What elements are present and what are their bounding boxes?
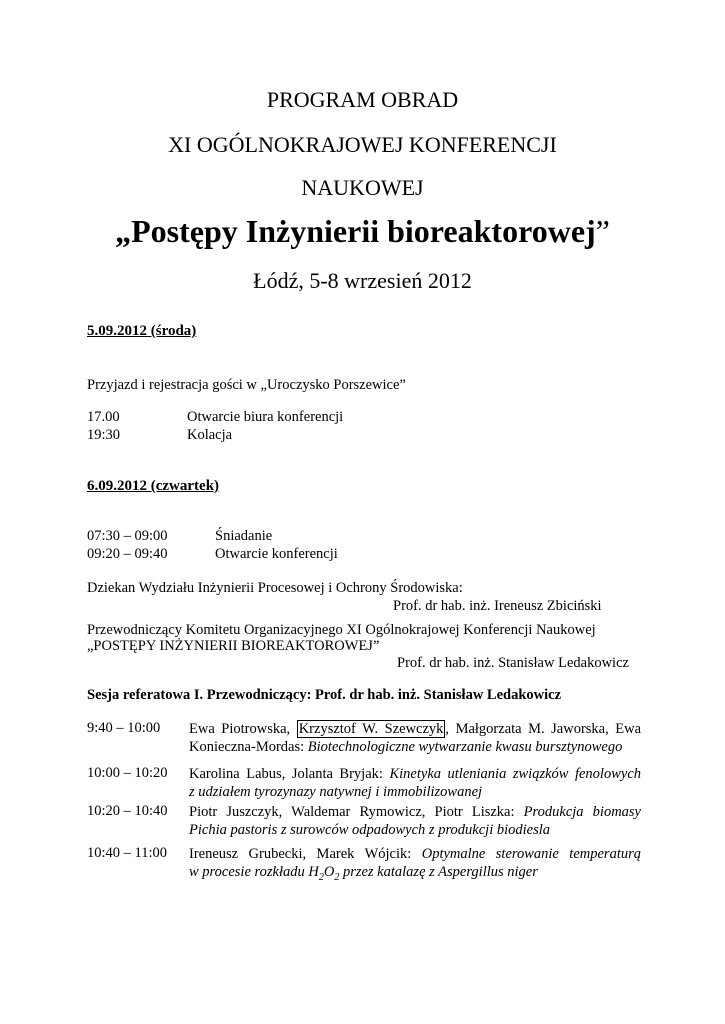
talk-authors: Ireneusz Grubecki, Marek Wójcik:	[189, 846, 412, 862]
schedule-label: Kolacja	[187, 427, 233, 443]
place-date: Łódź, 5-8 wrzesień 2012	[253, 268, 472, 293]
program-title: PROGRAM OBRAD	[266, 87, 459, 112]
day1-schedule-row	[87, 427, 232, 444]
talk-title	[189, 864, 538, 883]
talk-title: z udziałem tyrozynazy natywnej i immobilizowanej	[189, 784, 483, 800]
conference-title: XI OGÓLNOKRAJOWEJ KONFERENCJI	[168, 132, 557, 157]
talk-authors: , Małgorzata M. Jaworska, Ewa	[445, 721, 642, 737]
quote-open: „	[115, 213, 132, 249]
subscript: 2	[334, 871, 340, 883]
schedule-label: Śniadanie	[215, 528, 273, 544]
talk-desc	[189, 803, 641, 839]
schedule-time: 17.00	[87, 409, 120, 425]
talk-title-part: w procesie rozkładu H	[189, 864, 319, 880]
highlighted-author: Krzysztof W. Szewczyk	[298, 721, 444, 737]
schedule-time: 07:30 – 09:00	[87, 528, 168, 544]
quote-close: ”	[595, 213, 610, 249]
talk-desc	[189, 765, 641, 801]
day2-schedule-row	[87, 528, 272, 545]
talk-title: Biotechnologiczne wytwarzanie kwasu bursztynowego	[307, 739, 623, 755]
talk-title: Kinetyka utleniania związków fenolowych	[389, 766, 642, 782]
conference-title-cont: NAUKOWEJ	[301, 175, 424, 200]
talk-line	[189, 765, 641, 783]
schedule-label: Otwarcie biura konferencji	[187, 409, 344, 425]
talk-time: 10:00 – 10:20	[87, 765, 168, 781]
talk-title-part: przez katalazę z Aspergillus niger	[339, 864, 538, 880]
dean-title: Dziekan Wydziału Inżynierii Procesowej i Ochrony Środowiska:	[87, 580, 463, 596]
talk-line	[189, 783, 641, 801]
talk-line	[189, 863, 641, 887]
schedule-time: 09:20 – 09:40	[87, 546, 168, 562]
talk-line	[189, 720, 641, 738]
session-heading: Sesja referatowa I. Przewodniczący: Prof. dr hab. inż. Stanisław Ledakowicz	[87, 687, 562, 703]
subscript: 2	[318, 871, 324, 883]
schedule-time: 19:30	[87, 427, 121, 443]
talk-title: Pichia pastoris z surowców odpadowych z produkcji biodiesla	[189, 822, 551, 838]
talk-line	[189, 845, 641, 863]
talk-authors: Karolina Labus, Jolanta Bryjak:	[189, 766, 383, 782]
dean-name: Prof. dr hab. inż. Ireneusz Zbiciński	[393, 598, 602, 614]
day2-schedule-row	[87, 546, 338, 563]
arrival-text: Przyjazd i rejestracja gości w „Uroczysko Porszewice”	[87, 377, 406, 393]
chair-title-cont: „POSTĘPY INŻYNIERII BIOREAKTOROWEJ”	[87, 638, 380, 654]
conference-name	[0, 213, 725, 250]
chair-name: Prof. dr hab. inż. Stanisław Ledakowicz	[397, 655, 629, 671]
talk-title: Produkcja biomasy	[523, 804, 641, 820]
day1-heading: 5.09.2012 (środa)	[87, 323, 197, 339]
talk-authors: Piotr Juszczyk, Waldemar Rymowicz, Piotr Liszka:	[189, 804, 515, 820]
day2-heading: 6.09.2012 (czwartek)	[87, 478, 220, 494]
talk-time: 10:40 – 11:00	[87, 845, 168, 861]
schedule-label: Otwarcie konferencji	[215, 546, 338, 562]
talk-desc	[189, 845, 641, 887]
talk-line	[189, 821, 641, 839]
talk-time: 10:20 – 10:40	[87, 803, 168, 819]
talk-title-part: O	[323, 864, 335, 880]
talk-authors: Ewa Piotrowska,	[189, 721, 291, 737]
talk-title: Optymalne sterowanie temperaturą	[421, 846, 641, 862]
talk-line	[189, 803, 641, 821]
chair-title: Przewodniczący Komitetu Organizacyjnego XI Ogólnokrajowej Konferencji Naukowej	[87, 622, 596, 638]
conference-name-text: Postępy Inżynierii bioreaktorowej	[131, 213, 596, 249]
talk-authors: Konieczna-Mordas:	[189, 739, 305, 755]
day1-schedule-row	[87, 409, 343, 426]
talk-time: 9:40 – 10:00	[87, 720, 161, 736]
talk-line	[189, 738, 641, 756]
talk-desc	[189, 720, 641, 756]
